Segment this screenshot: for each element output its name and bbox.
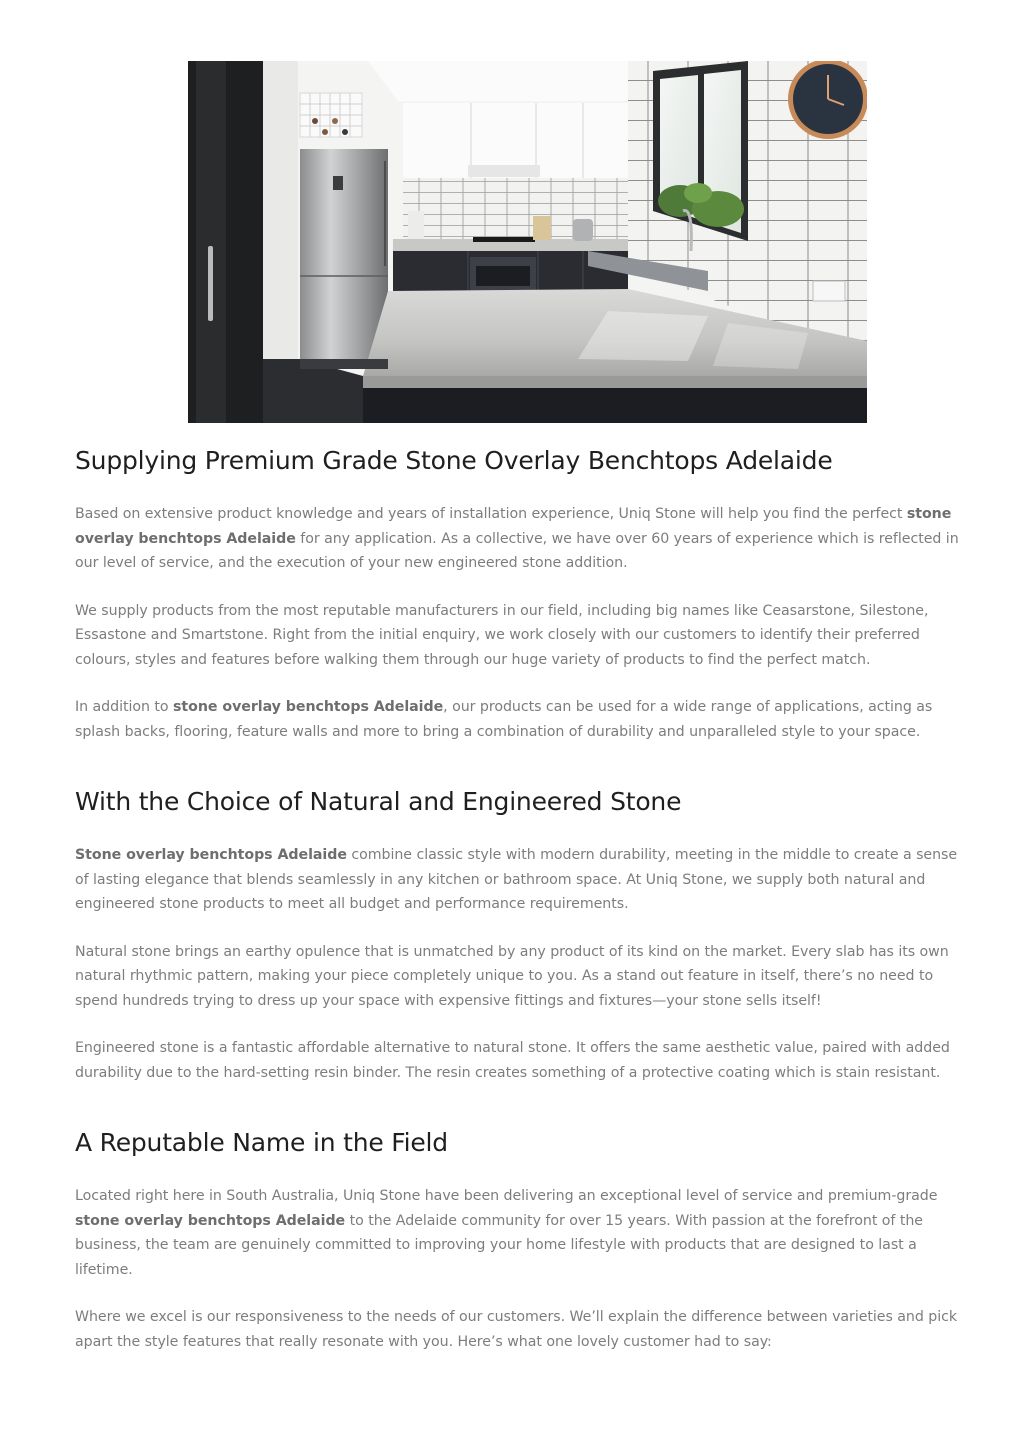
keyword-highlight: stone overlay benchtops Adelaide [75, 506, 952, 547]
section-premium-grade [75, 441, 975, 744]
kitchen-photo [188, 61, 867, 423]
paragraph: Stone overlay benchtops Adelaide combine classic style with modern durability, meeting in the middle to create a sense of lasting elegance that blends seamlessly in any kitchen or bathroom space. At Uniq Stone, we supply both natural and engineered stone products to meet all budget and performance requirements. [75, 847, 958, 912]
section-heading: Supplying Premium Grade Stone Overlay Benchtops Adelaide [75, 446, 833, 475]
paragraph: In addition to stone overlay benchtops Adelaide, our products can be used for a wide range of applications, acting as splash backs, flooring, feature walls and more to bring a combination of durability and unparalleled style to your space. [75, 699, 933, 740]
paragraph: Located right here in South Australia, Uniq Stone have been delivering an exceptional level of service and premium-grade stone overlay benchtops Adelaide to the Adelaide community for over 15 years. With passion at the forefront of the business, the team are genuinely committed to improving your home lifestyle with products that are designed to last a lifetime. [75, 1188, 938, 1278]
keyword-highlight: stone overlay benchtops Adelaide [75, 1212, 346, 1229]
section-natural-engineered [75, 782, 975, 1085]
article-content [75, 441, 975, 1354]
section-heading: With the Choice of Natural and Engineered Stone [75, 787, 682, 816]
section-reputable-name [75, 1123, 975, 1354]
paragraph: Where we excel is our responsiveness to the needs of our customers. We’ll explain the difference between varieties and pick apart the style features that really resonate with you. Here’s what one lovely customer had to say: [75, 1309, 958, 1350]
paragraph: We supply products from the most reputable manufacturers in our field, including big names like Ceasarstone, Silestone, Essastone and Smartstone. Right from the initial enquiry, we work closely with our customers to identify their preferred colours, styles and features before walking them through our huge variety of products to find the perfect match. [75, 602, 929, 668]
keyword-highlight: stone overlay benchtops Adelaide [173, 699, 444, 715]
keyword-highlight: Stone overlay benchtops Adelaide [75, 847, 347, 863]
paragraph: Natural stone brings an earthy opulence that is unmatched by any product of its kind on the market. Every slab has its own natural rhythmic pattern, making your piece completely unique to you. As a stand out feature in itself, there’s no need to spend hundreds trying to dress up your space with expensive fittings and fixtures—your stone sells itself! [75, 943, 949, 1009]
paragraph: Based on extensive product knowledge and years of installation experience, Uniq Stone will help you find the perfect stone overlay benchtops Adelaide for any application. As a collective, we have over 60 years of experience which is reflected in our level of service, and the execution of your new engineered stone addition. [75, 506, 959, 571]
section-heading: A Reputable Name in the Field [75, 1128, 448, 1157]
paragraph: Engineered stone is a fantastic affordable alternative to natural stone. It offers the same aesthetic value, paired with added durability due to the hard-setting resin binder. The resin creates something of a protective coating which is stain resistant. [75, 1040, 950, 1081]
hero-image [188, 61, 867, 423]
